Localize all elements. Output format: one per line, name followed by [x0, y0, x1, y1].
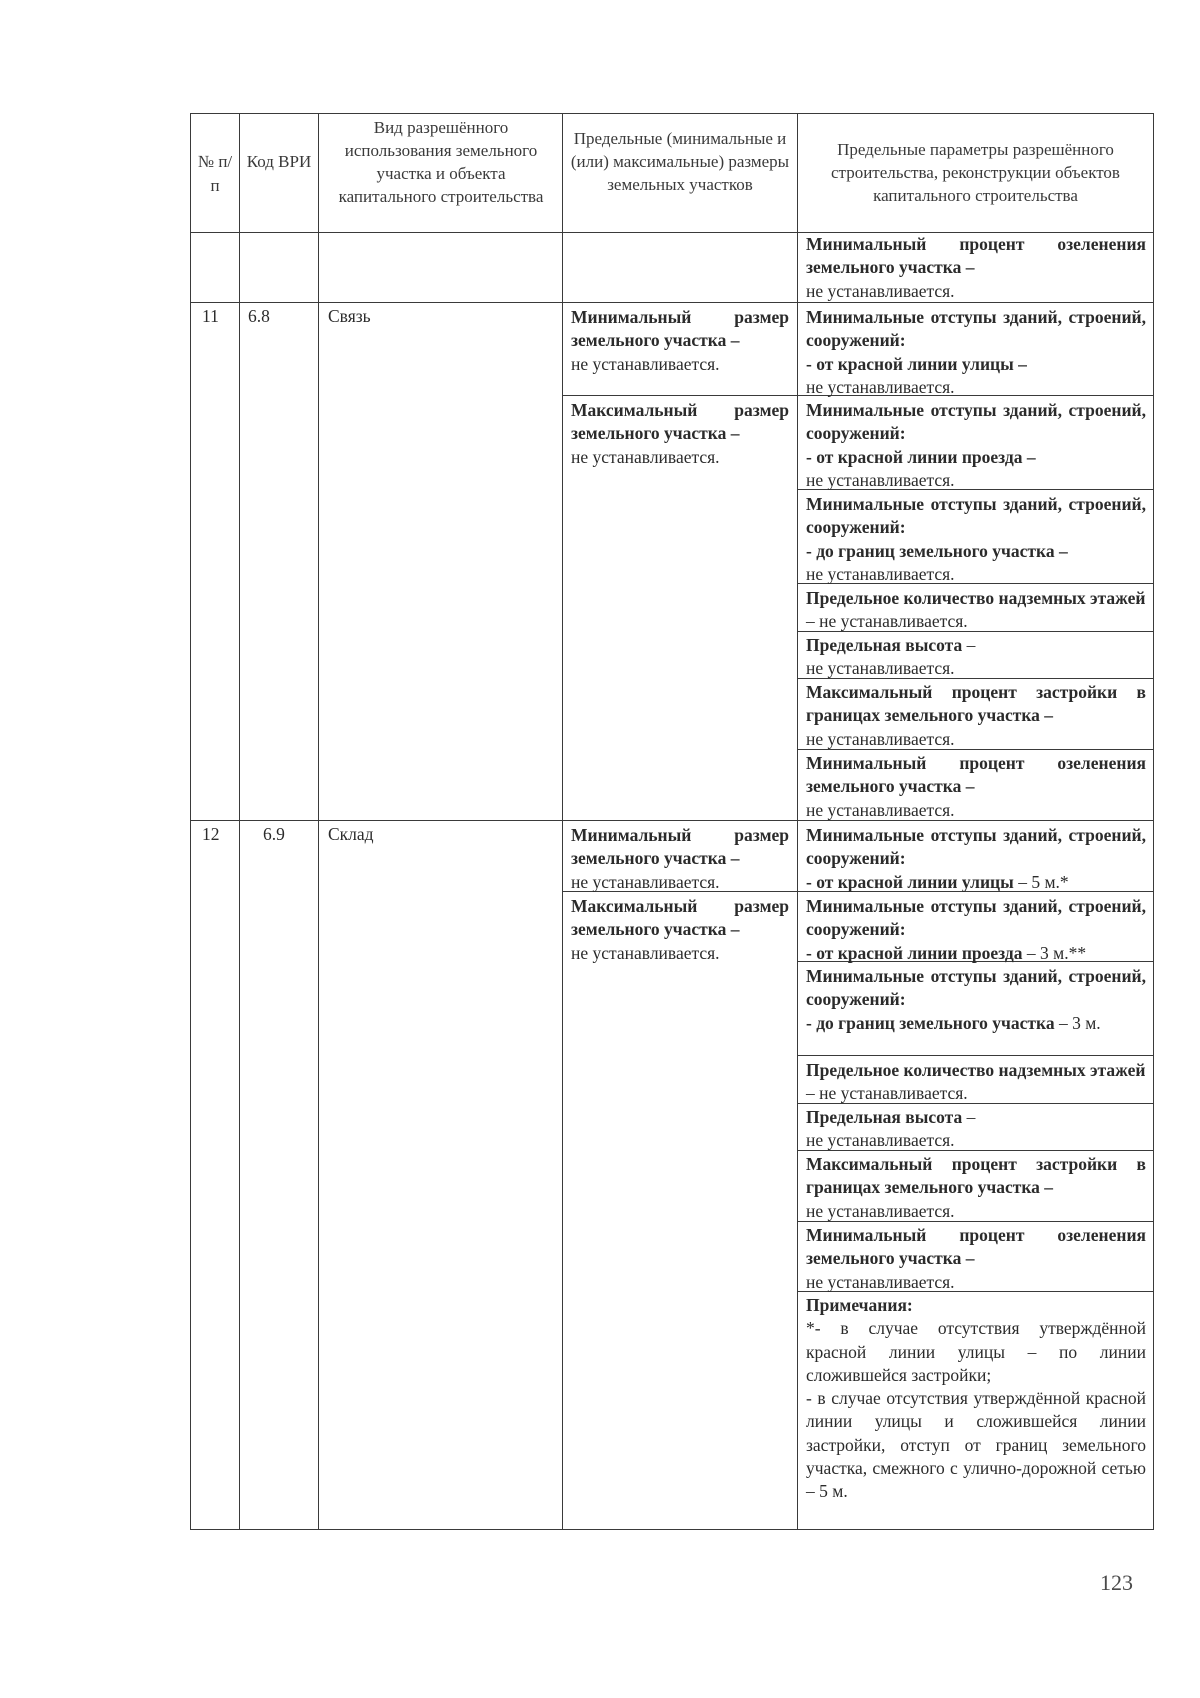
size-max-cell: [571, 399, 789, 469]
param-subheading: - от красной линии проезда –: [806, 446, 1036, 467]
param-subheading: - от красной линии улицы: [806, 871, 1014, 892]
param-value: не устанавливается.: [806, 469, 955, 490]
param-heading: Предельное количество надземных этажей: [806, 1060, 1146, 1080]
param-subheading: - до границ земельного участка: [806, 1012, 1055, 1033]
row-code: 6.9: [263, 824, 285, 844]
header-col-code: Код ВРИ: [246, 152, 312, 171]
param-value: не устанавливается.: [806, 376, 955, 397]
param-cell: [806, 895, 1146, 965]
header-col-number: № п/п: [197, 152, 233, 195]
param-heading: Минимальные отступы зданий, строений, сооружений:: [806, 896, 1146, 940]
row-use-name: Связь: [328, 306, 371, 326]
param-heading: Максимальный процент застройки в границах земельного участка –: [806, 682, 1146, 726]
size-value: не устанавливается.: [571, 446, 720, 467]
param-heading: Минимальные отступы зданий, строений, сооружений:: [806, 400, 1146, 444]
param-value: – не устанавливается.: [806, 611, 968, 632]
param-cell: [806, 1224, 1146, 1294]
table-col-divider: [562, 113, 563, 1530]
param-value: не устанавливается.: [806, 563, 955, 584]
param-value: – 3 м.: [1054, 1012, 1101, 1033]
size-min-cell: [571, 824, 789, 894]
size-heading: Максимальный размер земельного участка –: [571, 400, 789, 444]
param-heading: Максимальный процент застройки в границах земельного участка –: [806, 1154, 1146, 1198]
row-number: 12: [202, 824, 220, 844]
header-col-plot-size: Предельные (минимальные и (или) максимальные) размеры земельных участков: [570, 129, 790, 194]
table-border-right: [1153, 113, 1154, 1530]
param-heading: Минимальные отступы зданий, строений, сооружений:: [806, 494, 1146, 538]
notes-line: - в случае отсутствия утверждённой красной линии улицы и сложившейся линии застройки, отступ от границ земельного участка, смежного с улично-дорожной сетью – 5 м.: [806, 1388, 1146, 1502]
param-cell: [806, 493, 1146, 586]
table-border-top: [190, 113, 1153, 114]
param-value: – не устанавливается.: [806, 1083, 968, 1104]
param-value: не устанавливается.: [806, 1130, 955, 1151]
carry-green-percent-cell: [806, 233, 1146, 303]
row-use-name: Склад: [328, 824, 374, 844]
param-heading: Минимальный процент озеленения земельного участка –: [806, 1225, 1146, 1269]
param-heading: Минимальный процент озеленения земельного участка –: [806, 234, 1146, 278]
param-value: не устанавливается.: [806, 1271, 955, 1292]
size-value: не устанавливается.: [571, 942, 720, 963]
header-col-parameters: Предельные параметры разрешённого строительства, реконструкции объектов капитального строительства: [831, 140, 1120, 205]
param-cell: Предельная высота – не устанавливается.: [806, 1106, 1146, 1153]
size-heading: Минимальный размер земельного участка –: [571, 825, 789, 869]
param-subheading: - до границ земельного участка –: [806, 540, 1068, 561]
size-value: не устанавливается.: [571, 353, 720, 374]
param-value: не устанавливается.: [806, 280, 955, 301]
param-subheading: - от красной линии проезда: [806, 942, 1023, 963]
param-heading: Предельное количество надземных этажей: [806, 588, 1146, 608]
size-heading: Минимальный размер земельного участка –: [571, 307, 789, 351]
size-min-cell: [571, 306, 789, 376]
table-col-divider: [797, 113, 798, 1530]
notes-heading: Примечания:: [806, 1295, 913, 1315]
row-code: 6.8: [248, 306, 270, 326]
size-heading: Максимальный размер земельного участка –: [571, 896, 789, 940]
param-cell: [806, 681, 1146, 751]
table-col-divider: [318, 113, 319, 1530]
cell-divider: [797, 1055, 1153, 1056]
param-heading: Предельная высота: [806, 635, 963, 655]
param-cell: [806, 1153, 1146, 1223]
size-max-cell: [571, 895, 789, 965]
param-cell: [806, 306, 1146, 399]
notes-line: *- в случае отсутствия утверждённой красной линии улицы – по линии сложившейся застройки;: [806, 1318, 1146, 1385]
param-value: не устанавливается.: [806, 799, 955, 820]
param-cell: [806, 587, 1146, 634]
param-value: – 5 м.*: [1013, 871, 1069, 892]
page-number: 123: [1100, 1570, 1133, 1595]
header-col-use-type: Вид разрешённого использования земельного участка и объекта капитального строительства: [338, 118, 544, 206]
param-heading: Минимальный процент озеленения земельного участка –: [806, 753, 1146, 797]
param-cell: [806, 752, 1146, 822]
table-col-divider: [239, 113, 240, 1530]
param-heading: Минимальные отступы зданий, строений, сооружений:: [806, 825, 1146, 869]
param-cell: [806, 399, 1146, 492]
param-heading: Минимальные отступы зданий, строений, сооружений:: [806, 966, 1146, 1010]
param-heading: Предельная высота: [806, 1107, 963, 1127]
param-value: – 3 м.**: [1022, 942, 1087, 963]
cell-divider: [562, 395, 798, 396]
param-value: не устанавливается.: [806, 1200, 955, 1221]
size-value: не устанавливается.: [571, 871, 720, 892]
param-value: не устанавливается.: [806, 658, 955, 679]
notes-cell: [806, 1294, 1146, 1504]
param-cell: [806, 1059, 1146, 1106]
table-border-left: [190, 113, 191, 1530]
row-number: 11: [202, 306, 219, 326]
param-cell: [806, 824, 1146, 894]
param-subheading: - от красной линии улицы –: [806, 353, 1027, 374]
param-cell: Предельная высота – не устанавливается.: [806, 634, 1146, 681]
table-border-bottom: [190, 1529, 1153, 1530]
param-cell: [806, 965, 1146, 1035]
param-value: не устанавливается.: [806, 728, 955, 749]
param-heading: Минимальные отступы зданий, строений, сооружений:: [806, 307, 1146, 351]
